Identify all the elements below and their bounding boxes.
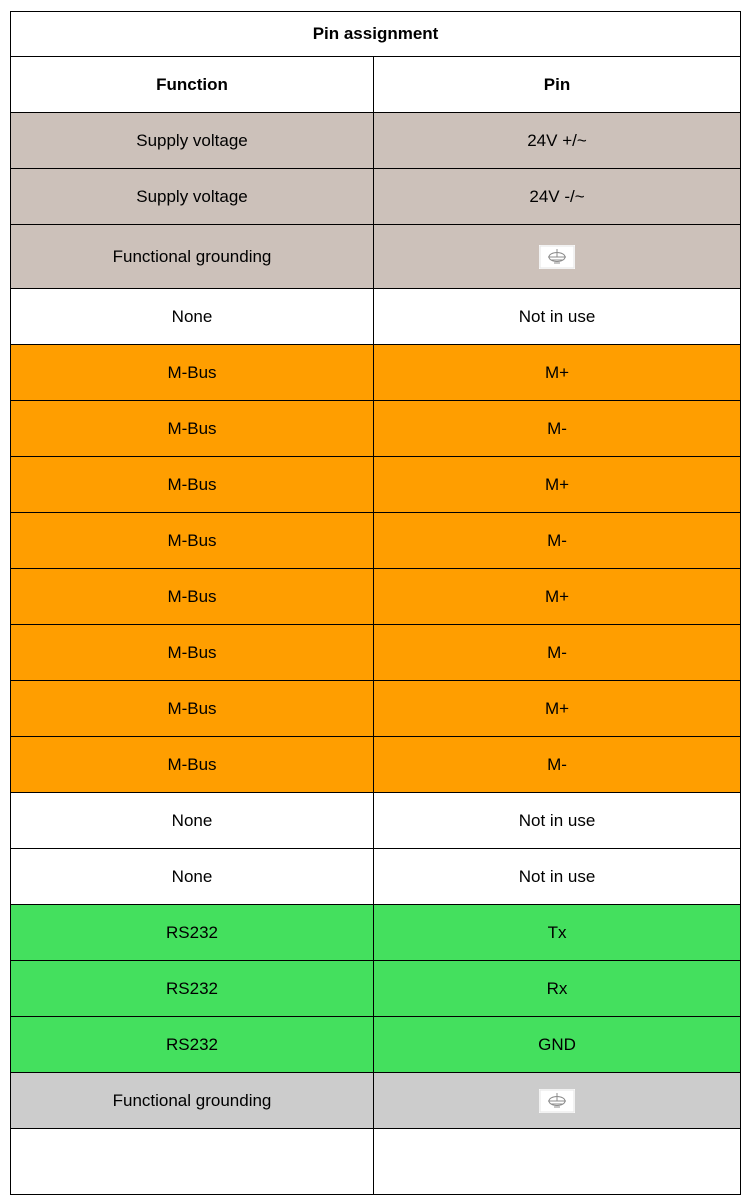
function-cell: RS232 [11, 961, 374, 1017]
pin-cell [374, 1129, 741, 1195]
function-cell: M-Bus [11, 457, 374, 513]
function-cell: M-Bus [11, 345, 374, 401]
table-title-row [11, 12, 741, 57]
table-row [11, 457, 741, 513]
pin-cell: 24V -/~ [374, 169, 741, 225]
pin-cell: M+ [374, 345, 741, 401]
function-cell: RS232 [11, 905, 374, 961]
table-row [11, 961, 741, 1017]
table-row [11, 681, 741, 737]
pin-cell: M+ [374, 681, 741, 737]
function-cell [11, 1129, 374, 1195]
table-row [11, 737, 741, 793]
column-header-pin: Pin [374, 57, 741, 113]
pin-assignment-table [10, 11, 741, 1195]
function-cell: M-Bus [11, 625, 374, 681]
column-header-function: Function [11, 57, 374, 113]
pin-cell: Rx [374, 961, 741, 1017]
pin-cell: M+ [374, 569, 741, 625]
pin-cell: Not in use [374, 849, 741, 905]
table-row [11, 113, 741, 169]
table-row [11, 289, 741, 345]
functional-ground-icon [539, 1089, 575, 1113]
table-row [11, 793, 741, 849]
function-cell: Functional grounding [11, 1073, 374, 1129]
function-cell: Functional grounding [11, 225, 374, 289]
pin-cell [374, 1073, 741, 1129]
pin-cell: Not in use [374, 289, 741, 345]
table-row [11, 1017, 741, 1073]
pin-cell: M+ [374, 457, 741, 513]
pin-cell: GND [374, 1017, 741, 1073]
table-row [11, 1073, 741, 1129]
table-header-row [11, 57, 741, 113]
function-cell: Supply voltage [11, 169, 374, 225]
pin-cell [374, 225, 741, 289]
function-cell: M-Bus [11, 513, 374, 569]
table-row [11, 849, 741, 905]
function-cell: RS232 [11, 1017, 374, 1073]
function-cell: M-Bus [11, 737, 374, 793]
pin-cell: Not in use [374, 793, 741, 849]
pin-cell: Tx [374, 905, 741, 961]
function-cell: None [11, 793, 374, 849]
table-row [11, 169, 741, 225]
table-row [11, 513, 741, 569]
functional-ground-icon [539, 245, 575, 269]
table-body [11, 113, 741, 1195]
pin-cell: 24V +/~ [374, 113, 741, 169]
table-row [11, 569, 741, 625]
table-row [11, 1129, 741, 1195]
table-row [11, 905, 741, 961]
function-cell: M-Bus [11, 681, 374, 737]
pin-cell: M- [374, 401, 741, 457]
table-row [11, 225, 741, 289]
function-cell: None [11, 289, 374, 345]
table-title: Pin assignment [11, 12, 741, 57]
pin-cell: M- [374, 513, 741, 569]
table-row [11, 625, 741, 681]
function-cell: M-Bus [11, 569, 374, 625]
table-row [11, 345, 741, 401]
function-cell: Supply voltage [11, 113, 374, 169]
pin-cell: M- [374, 737, 741, 793]
function-cell: None [11, 849, 374, 905]
function-cell: M-Bus [11, 401, 374, 457]
table-row [11, 401, 741, 457]
pin-cell: M- [374, 625, 741, 681]
